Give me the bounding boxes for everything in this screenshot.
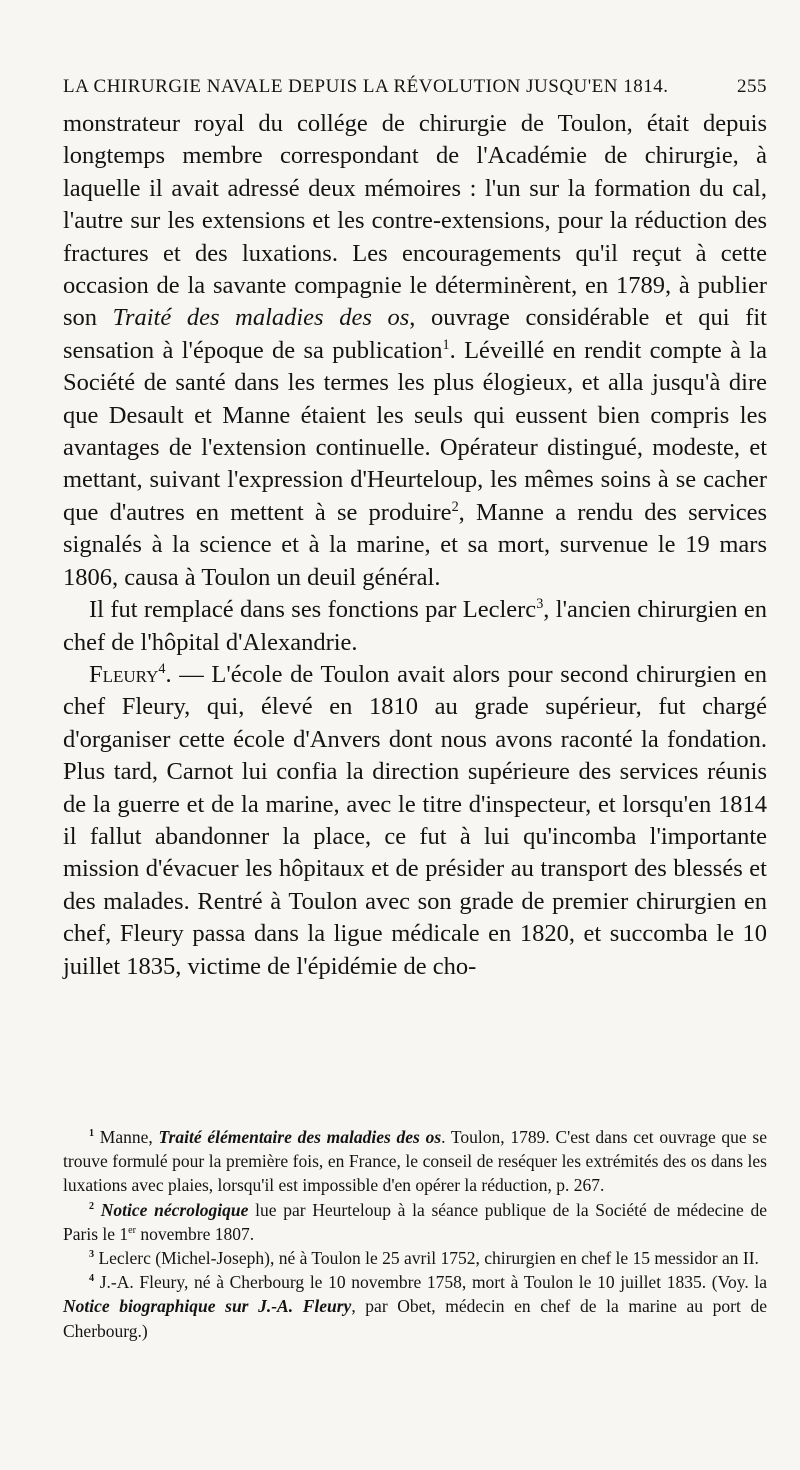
footnote-ref-1[interactable]: 1 [442,336,450,353]
footnote-ref-3[interactable]: 3 [536,595,544,612]
footnotes [63,1125,767,1343]
page-number: 255 [737,76,767,97]
paragraph-fleury: Fleury$^4$. — L'école de Toulon avait alors pour second chirurgien en chef Fleury, qui, élevé en 1810 au grade supérieur, fut chargé d'organiser cette école d'Anvers dont nous avons raconté la fondation. Plus tard, Carnot lui confia la direction supérieure des services réunis de la guerre et de la marine, avec le titre d'inspecteur, et lorsqu'en 1814 il fallut abandonner la place, ce fut à lui qu'incomba l'importante mission d'évacuer les hôpitaux et de présider au transport des blessés et des malades. Rentré à Toulon avec son grade de premier chirurgien en chef, Fleury passa dans la ligue médicale en 1820, et succomba le 10 juillet 1835, victime de l'épidémie de cho- [63,660,767,980]
footnote-ref-4[interactable]: 4 [158,660,166,677]
paragraph-leclerc: Il fut remplacé dans ses fonctions par Leclerc$^3$, l'ancien chirurgien en chef de l'hôpital d'Alexandrie. [63,595,767,656]
running-header [63,76,767,98]
footnote-4: $^4$ J.-A. Fleury, né à Cherbourg le 10 novembre 1758, mort à Toulon le 10 juillet 1835. (Voy. la Notice biographique sur J.-A. Fleury, par Obet, médecin en chef de la marine au port de Cherbourg.) [63,1272,767,1341]
footnote-2: $^2$ Notice nécrologique lue par Heurteloup à la séance publique de la Société de médecine de Paris le 1er novembre 1807. [63,1199,767,1244]
footnote-ref-2[interactable]: 2 [451,498,459,515]
section-name: Fleury [89,660,159,688]
running-title: LA CHIRURGIE NAVALE DEPUIS LA RÉVOLUTION JUSQU'EN 1814. [63,76,669,97]
main-text [63,108,767,983]
footnote-1: $^1$ Manne, Traité élémentaire des maladies des os. Toulon, 1789. C'est dans cet ouvrage que se trouve formulé pour la première fois, en France, le conseil de reséquer les extrémités des os dans les luxations avec plaies, lorsqu'il est impossible d'en opérer la réduction, p. 267. [63,1127,767,1196]
book-title: Traité des maladies des os [112,304,410,332]
footnote-3: $^3$ Leclerc (Michel-Joseph), né à Toulon le 25 avril 1752, chirurgien en chef le 15 messidor an II. [89,1248,759,1269]
paragraph-manne: monstrateur royal du collége de chirurgie de Toulon, était depuis longtemps membre correspondant de l'Académie de chirurgie, à laquelle il avait adressé deux mémoires : l'un sur la formation du cal, l'autre sur les extensions et les contre-extensions, pour la réduction des fractures et des luxations. Les encouragements qu'il reçut à cette occasion de la savante compagnie le déterminèrent, en 1789, à publier son Traité des maladies des os, ouvrage considérable et qui fit sensation à l'époque de sa publication$^1$. Léveillé en rendit compte à la Société de santé dans les termes les plus élogieux, et alla jusqu'à dire que Desault et Manne étaient les seuls qui eussent bien compris les avantages de l'extension continuelle. Opérateur distingué, modeste, et mettant, suivant l'expression d'Heurteloup, les mêmes soins à se cacher que d'autres en mettent à se produire$^2$, Manne a rendu des services signalés à la science et à la marine, et sa mort, survenue le 19 mars 1806, causa à Toulon un deuil général. [63,110,767,591]
